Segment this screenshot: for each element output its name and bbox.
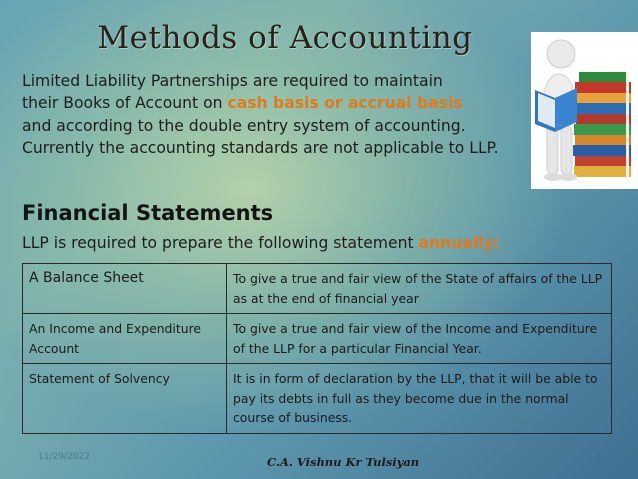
footer-signature: C.A. Vishnu Kr Tulsiyan xyxy=(267,455,420,469)
statement-name: A Balance Sheet xyxy=(23,264,227,314)
statement-name: Statement of Solvency xyxy=(23,364,227,434)
statement-intro-text: LLP is required to prepare the following statement xyxy=(22,234,419,252)
statement-name: An Income and Expenditure Account xyxy=(23,314,227,364)
section-heading: Financial Statements xyxy=(22,201,274,225)
page-number: 4 xyxy=(594,452,601,463)
statement-intro-highlight: annually: xyxy=(418,234,500,252)
intro-paragraph xyxy=(22,70,542,159)
statement-description: To give a true and fair view of the Income and Expenditure of the LLP for a particular Financial Year. xyxy=(227,314,612,364)
intro-line-4: Currently the accounting standards are not applicable to LLP. xyxy=(22,138,499,157)
person-reading-books-icon xyxy=(531,32,638,189)
footer-date: 11/29/2022 xyxy=(38,452,90,462)
intro-highlight: cash basis or accrual basis xyxy=(227,94,463,113)
financial-statements-table xyxy=(22,263,612,434)
statement-description: It is in form of declaration by the LLP, that it will be able to pay its debts in full as they become due in the normal course of business. xyxy=(227,364,612,434)
table-row xyxy=(23,264,612,314)
intro-line-1: Limited Liability Partnerships are required to maintain xyxy=(22,72,443,90)
table-row xyxy=(23,314,612,364)
slide-title: Methods of Accounting xyxy=(97,20,473,56)
statement-intro xyxy=(22,234,500,252)
intro-line-2-text: their Books of Account on xyxy=(22,94,228,113)
intro-line-2 xyxy=(22,92,542,114)
intro-line-3: and according to the double entry system of accounting. xyxy=(22,116,466,135)
statement-description: To give a true and fair view of the State of affairs of the LLP as at the end of financial year xyxy=(227,264,612,314)
table-row xyxy=(23,364,612,434)
